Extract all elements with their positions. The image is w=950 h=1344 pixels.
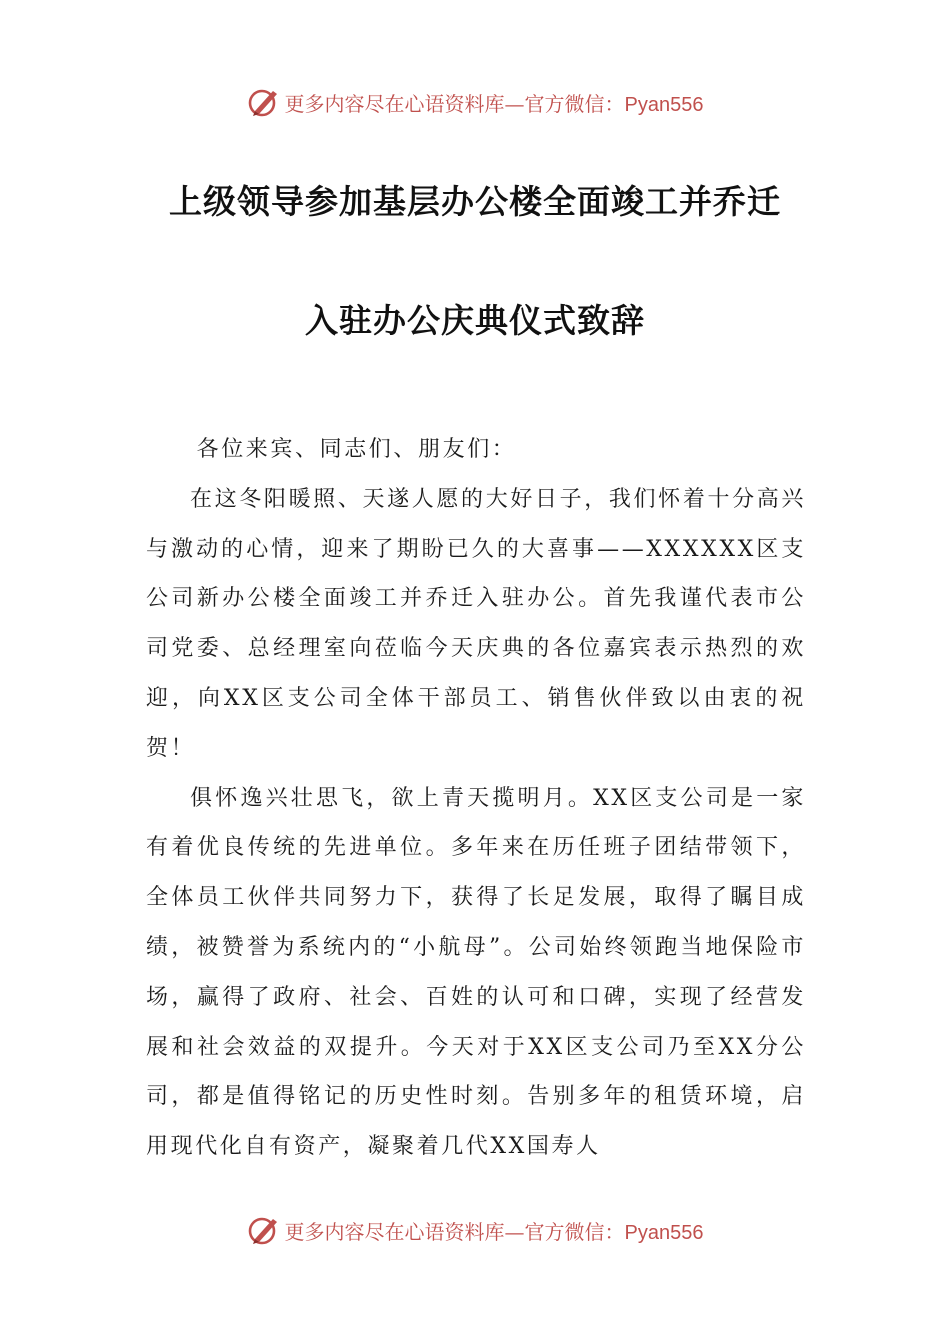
watermark-banner-top [0,80,950,124]
pen-logo-icon [247,85,281,119]
document-title-line-2: 入驻办公庆典仪式致辞 [305,301,645,340]
watermark-banner-bottom [0,1208,950,1252]
body-paragraph-1: 在这冬阳暖照、天遂人愿的大好日子，我们怀着十分高兴与激动的心情，迎来了期盼已久的大喜事——XXXXXX区支公司新办公楼全面竣工并乔迁入驻办公。首先我谨代表市公司党委、总经理室向莅临今天庆典的各位嘉宾表示热烈的欢迎，向XX区支公司全体干部员工、销售伙伴致以由衷的祝贺！ [146,486,806,761]
pen-logo-icon [247,1213,281,1247]
watermark-text: 更多内容尽在心语资料库—官方微信：Pyan556 [284,91,704,116]
body-paragraph-2: 俱怀逸兴壮思飞，欲上青天揽明月。XX区支公司是一家有着优良传统的先进单位。多年来在历任班子团结带领下，全体员工伙伴共同努力下，获得了长足发展，取得了瞩目成绩，被赞誉为系统内的“小航母”。公司始终领跑当地保险市场，赢得了政府、社会、百姓的认可和口碑，实现了经营发展和社会效益的双提升。今天对于XX区支公司乃至XX分公司，都是值得铭记的历史性时刻。告别多年的租赁环境，启用现代化自有资产，凝聚着几代XX国寿人 [146,785,806,1160]
document-title-line-1: 上级领导参加基层办公楼全面竣工并乔迁 [169,182,781,221]
salutation: 各位来宾、同志们、朋友们： [196,437,517,462]
document-body [146,425,806,1172]
watermark-text: 更多内容尽在心语资料库—官方微信：Pyan556 [284,1219,704,1244]
